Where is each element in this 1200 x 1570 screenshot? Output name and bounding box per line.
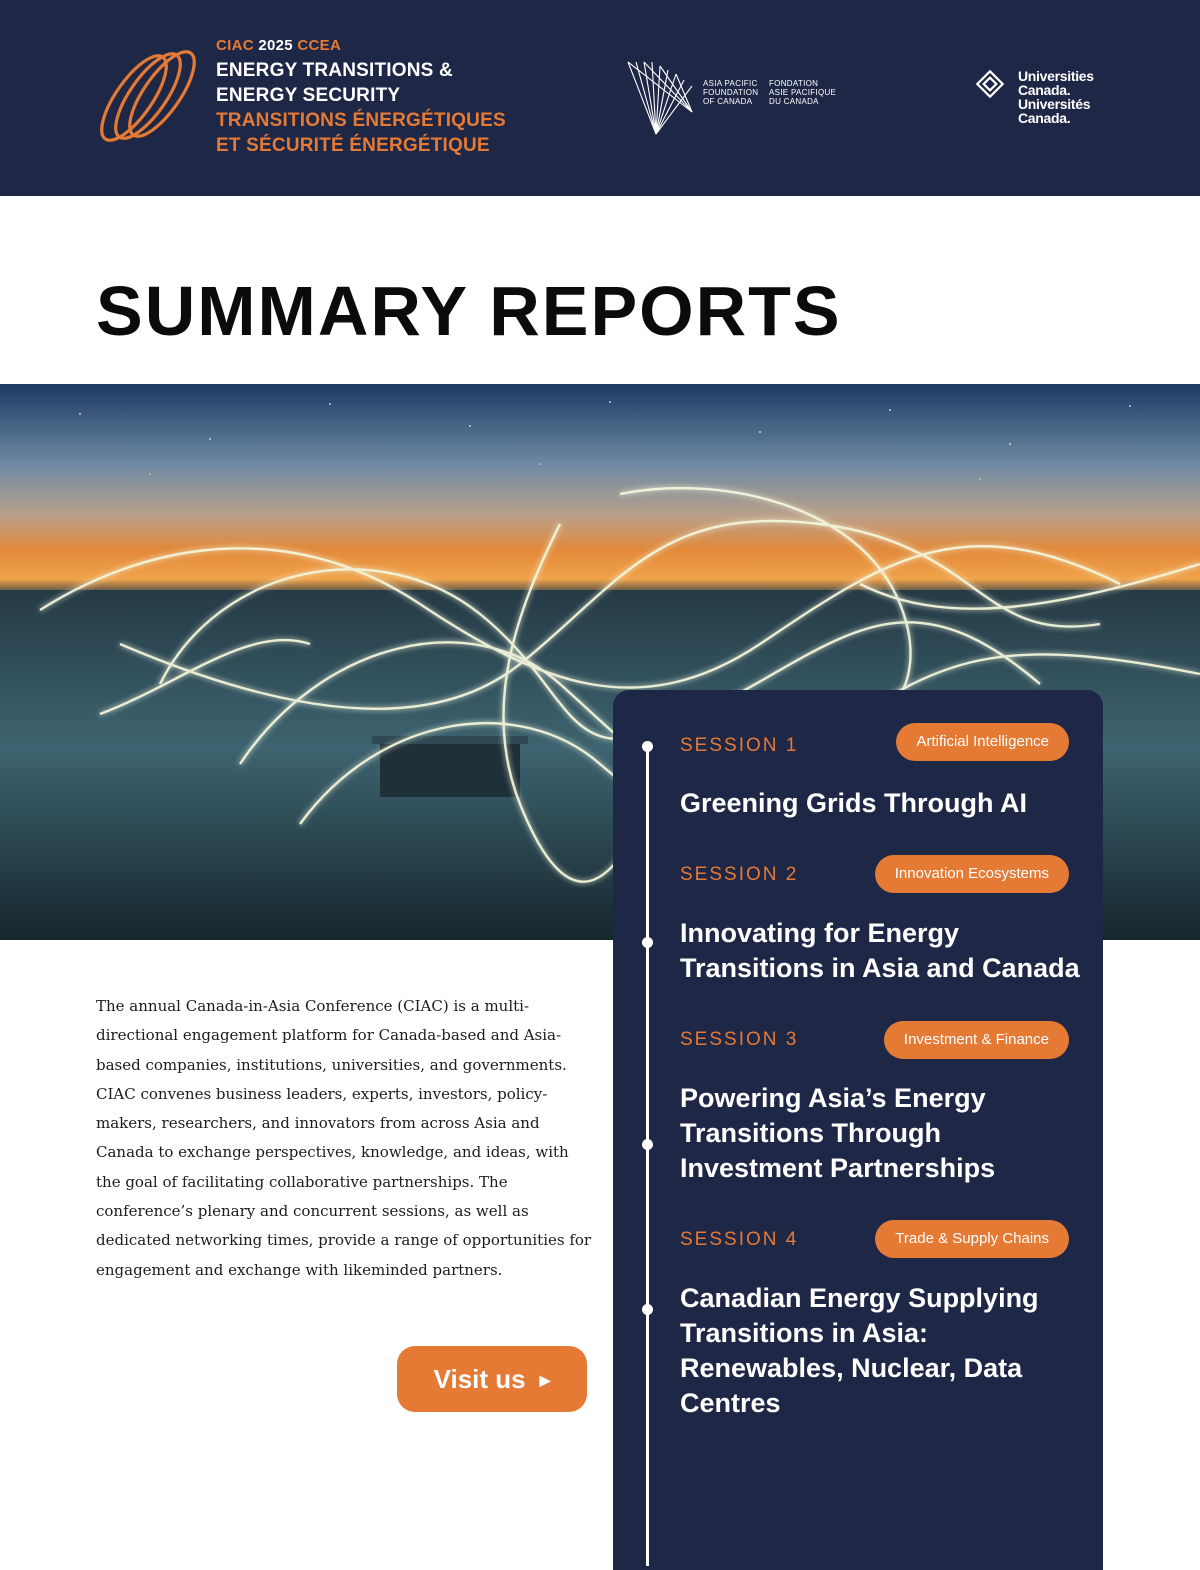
play-arrow-icon: ▶ — [539, 1371, 551, 1388]
ciac-rings-logo-icon — [94, 40, 204, 152]
sessions-panel — [613, 690, 1103, 1570]
session-1-label: SESSION 1 — [680, 735, 799, 756]
conference-tag-ccea: CCEA — [297, 37, 342, 54]
timeline-dot — [642, 1139, 653, 1150]
session-4-topic-tag[interactable]: Trade & Supply Chains — [875, 1220, 1069, 1258]
visit-us-button[interactable] — [397, 1346, 587, 1412]
universities-canada-logo-icon — [975, 69, 1005, 99]
session-2-title[interactable]: Innovating for Energy Transitions in Asia and Canada — [680, 918, 1080, 983]
conference-title-fr-line-2: ET SÉCURITÉ ÉNERGÉTIQUE — [216, 135, 490, 156]
session-2-topic-tag[interactable]: Innovation Ecosystems — [875, 855, 1069, 893]
apf-logo-icon — [626, 60, 696, 136]
session-2-label: SESSION 2 — [680, 864, 799, 885]
session-3-label: SESSION 3 — [680, 1029, 799, 1050]
session-4-title[interactable]: Canadian Energy Supplying Transitions in Asia: Renewables, Nuclear, Data Centres — [680, 1283, 1039, 1418]
uc-line: Universities — [1018, 68, 1094, 84]
apf-en-line: OF CANADA — [703, 97, 753, 106]
visit-us-label: Visit us — [433, 1363, 526, 1394]
page-title: SUMMARY REPORTS — [96, 272, 842, 350]
apf-name-en — [703, 79, 758, 106]
conference-title-fr-line-1: TRANSITIONS ÉNERGÉTIQUES — [216, 110, 506, 131]
timeline-dot — [642, 741, 653, 752]
header-banner — [0, 0, 1200, 196]
timeline-dot — [642, 937, 653, 948]
conference-tag-ciac: CIAC — [216, 37, 254, 54]
apf-name-fr — [769, 79, 836, 106]
uc-line: Universités — [1018, 96, 1091, 112]
conference-tag — [216, 38, 506, 53]
conference-title-en-line-2: ENERGY SECURITY — [216, 85, 401, 106]
timeline-dot — [642, 1304, 653, 1315]
universities-canada-name — [1018, 69, 1094, 125]
session-4-label: SESSION 4 — [680, 1229, 799, 1250]
uc-line: Canada. — [1018, 82, 1071, 98]
conference-name — [216, 38, 506, 155]
uc-line: Canada. — [1018, 110, 1071, 126]
session-1-topic-tag[interactable]: Artificial Intelligence — [896, 723, 1069, 761]
session-1-title[interactable]: Greening Grids Through AI — [680, 788, 1028, 818]
apf-en-line: FOUNDATION — [703, 88, 759, 97]
intro-paragraph: The annual Canada-in-Asia Conference (CIAC) is a multi-directional engagement platform for Canada-based and Asia-based companies, institutions, universities, and governments. CIAC convenes business leaders, experts, investors, policy-makers, researchers, and innovators from across Asia and Canada to exchange perspectives, knowledge, and ideas, with the goal of facilitating collaborative partnerships. The conference’s plenary and concurrent sessions, as well as dedicated networking times, provide a range of opportunities for engagement and exchange with likeminded partners. — [96, 997, 592, 1279]
session-3-title[interactable]: Powering Asia’s Energy Transitions Through Investment Partnerships — [680, 1083, 996, 1183]
apf-en-line: ASIA PACIFIC — [703, 79, 758, 88]
apf-fr-line: ASIE PACIFIQUE — [769, 88, 837, 97]
apf-fr-line: DU CANADA — [769, 97, 819, 106]
timeline-line — [646, 746, 649, 1566]
apf-fr-line: FONDATION — [769, 79, 819, 88]
conference-year: 2025 — [258, 37, 293, 54]
conference-title-en-line-1: ENERGY TRANSITIONS & — [216, 60, 453, 81]
session-3-topic-tag[interactable]: Investment & Finance — [884, 1021, 1069, 1059]
